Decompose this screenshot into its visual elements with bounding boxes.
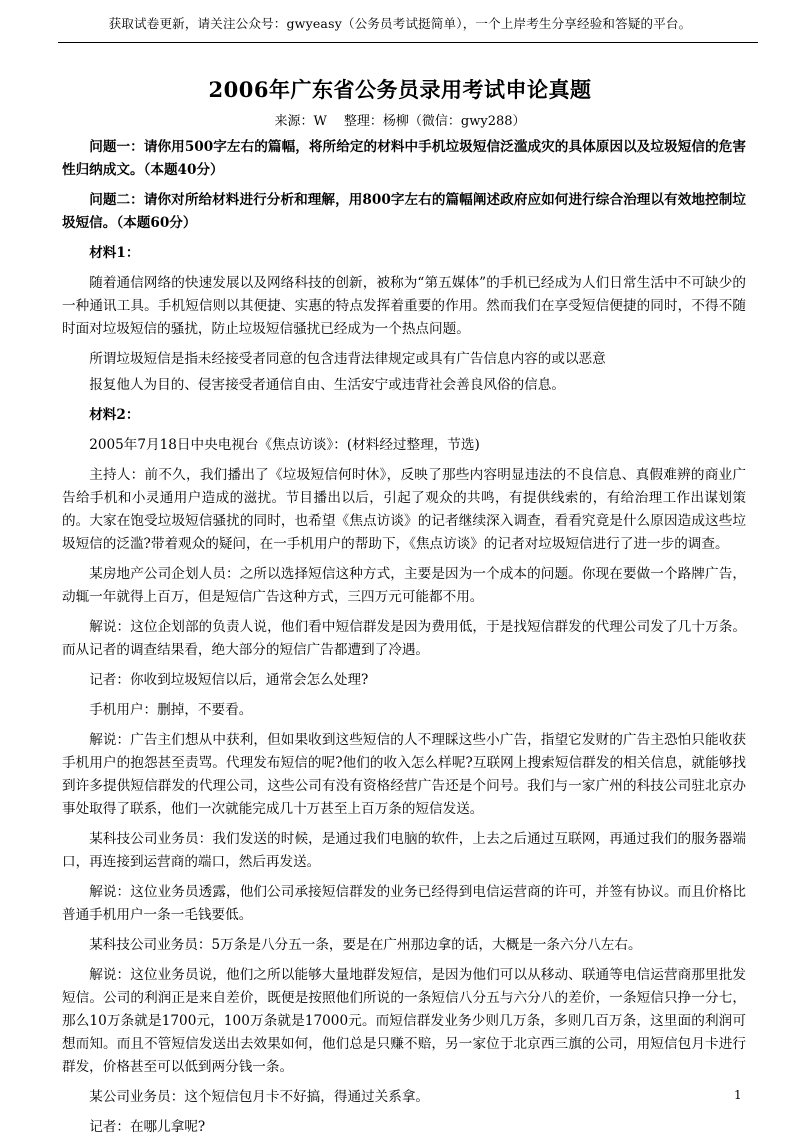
paragraph: 某公司业务员：这个短信包月卡不好搞，得通过关系拿。 [89,1089,430,1105]
material-1-heading: 材料1： [89,245,140,261]
question-1: 问题一：请你用500字左右的篇幅，将所给定的材料中手机垃圾短信泛滥成灾的具体原因以及垃圾短信的危害性归纳成文。（本题40分） [62,139,746,178]
paragraph: 记者：你收到垃圾短信以后，通常会怎么处理? [89,672,369,688]
header-divider [58,42,758,43]
paragraph: 主持人：前不久，我们播出了《垃圾短信何时休》，反映了那些内容明显违法的不良信息、真假难辨的商业广告给手机和小灵通用户造成的滋扰。节目播出以后，引起了观众的共鸣，有提供线索的，有给治理工作出谋划策的。大家在饱受垃圾短信骚扰的同时，也希望《焦点访谈》的记者继续深入调查，看看究竟是什么原因造成这些垃圾短信的泛滥?带着观众的疑问，在一手机用户的帮助下，《焦点访谈》的记者对垃圾短信进行了进一步的调查。 [62,467,746,552]
paragraph: 2005年7月18日中央电视台《焦点访谈》：(材料经过整理，节选) [89,437,480,453]
material-2-heading: 材料2： [89,407,140,423]
document-body [62,136,746,1146]
paragraph: 某房地产公司企划人员：之所以选择短信这种方式，主要是因为一个成本的问题。你现在要做一个路牌广告，动辄一年就得上百万，但是短信广告这种方式，三四万元可能都不用。 [62,566,746,605]
paragraph: 所谓垃圾短信是指未经接受者同意的包含违背法律规定或具有广告信息内容的或以恶意 [89,351,606,367]
byline: 来源：W 整理：杨柳（微信：gwy288） [274,114,526,129]
paragraph: 手机用户：删掉，不要看。 [89,702,253,718]
page-title: 2006年广东省公务员录用考试申论真题 [208,77,592,102]
header-promo-note: 获取试卷更新，请关注公众号：gwyeasy（公务员考试挺简单），一个上岸考生分享经验和答疑的平台。 [108,16,692,31]
paragraph: 解说：这位企划部的负责人说，他们看中短信群发是因为费用低，于是找短信群发的代理公司发了几十万条。而从记者的调查结果看，绝大部分的短信广告都遭到了冷遇。 [62,619,746,658]
page-number: 1 [734,1088,742,1102]
paragraph: 解说：这位业务员透露，他们公司承接短信群发的业务已经得到电信运营商的许可，并签有协议。而且价格比普通手机用户一条一毛钱要低。 [62,884,746,923]
paragraph: 某科技公司业务员：5万条是八分五一条，要是在广州那边拿的话，大概是一条六分八左右。 [89,937,642,953]
paragraph: 解说：广告主们想从中获利，但如果收到这些短信的人不理睬这些小广告，指望它发财的广告主恐怕只能收获手机用户的抱怨甚至责骂。代理发布短信的呢?他们的收入怎么样呢?互联网上搜索短信群发的相关信息，就能够找到许多提供短信群发的代理公司，这些公司有没有资格经营广告还是个问号。我们与一家广州的科技公司驻北京办事处取得了联系，他们一次就能完成几十万甚至上百万条的短信发送。 [62,732,746,817]
paragraph: 记者：在哪儿拿呢? [89,1119,206,1135]
paragraph: 随着通信网络的快速发展以及网络科技的创新，被称为“第五媒体”的手机已经成为人们日常生活中不可缺少的一种通讯工具。手机短信则以其便捷、实惠的特点发挥着重要的作用。然而我们在享受短信便捷的同时，不得不随时面对垃圾短信的骚扰，防止垃圾短信骚扰已经成为一个热点问题。 [62,275,746,337]
paragraph: 解说：这位业务员说，他们之所以能够大量地群发短信，是因为他们可以从移动、联通等电信运营商那里批发短信。公司的利润正是来自差价，既便是按照他们所说的一条短信八分五与六分八的差价，一条短信只挣一分七，那么10万条就是1700元，100万条就是17000元。而短信群发业务少则几万条，多则几百万条，这里面的利润可想而知。而且不管短信发送出去效果如何，他们总是只赚不赔，另一家位于北京西三旗的公司，用短信包月卡进行群发，价格甚至可以低到两分钱一条。 [62,967,746,1075]
paragraph: 报复他人为目的、侵害接受者通信自由、生活安宁或违背社会善良风俗的信息。 [89,377,565,393]
question-2: 问题二：请你对所给材料进行分析和理解，用800字左右的篇幅阐述政府应如何进行综合治理以有效地控制垃圾短信。（本题60分） [62,192,746,231]
paragraph: 某科技公司业务员：我们发送的时候，是通过我们电脑的软件，上去之后通过互联网，再通过我们的服务器端口，再连接到运营商的端口，然后再发送。 [62,831,746,870]
